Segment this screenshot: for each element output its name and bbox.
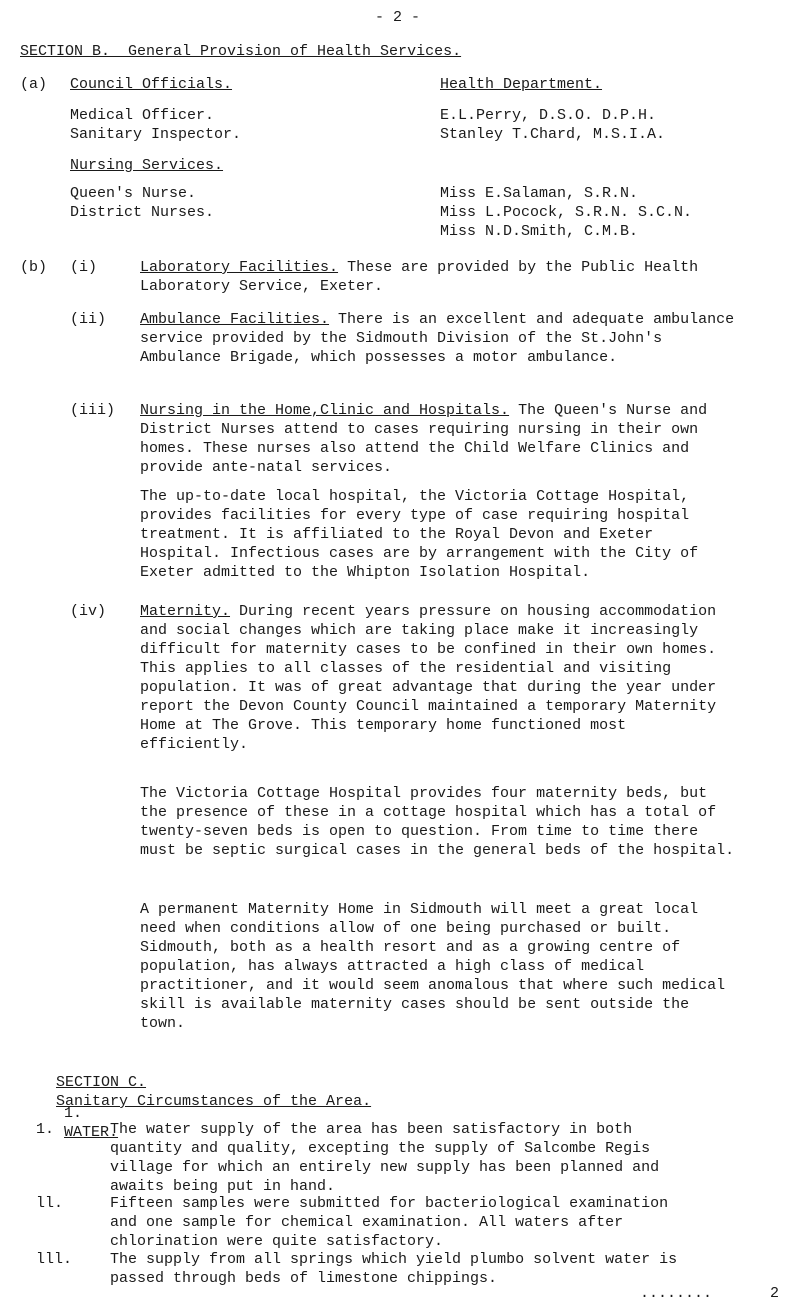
item-ambulance: [140, 310, 740, 367]
health-department-heading: Health Department.: [440, 76, 603, 93]
official-name: E.L.Perry, D.S.O. D.P.H.: [440, 107, 657, 124]
official-role: Sanitary Inspector.: [70, 126, 242, 143]
nurse-role: Queen's Nurse.: [70, 185, 197, 202]
water-title: WATER.: [64, 1124, 119, 1141]
item-number: (iii): [70, 402, 116, 419]
item-number: (iv): [70, 603, 107, 620]
marker-a: (a): [20, 76, 48, 93]
council-officials-heading: Council Officials.: [70, 76, 233, 93]
official-role: Medical Officer.: [70, 107, 215, 124]
official-name: Stanley T.Chard, M.S.I.A.: [440, 126, 666, 143]
water-item-number: 1.: [36, 1121, 55, 1138]
item-maternity: [140, 602, 740, 754]
page-number-top: - 2 -: [375, 9, 421, 26]
hospital-paragraph: The up-to-date local hospital, the Victoria Cottage Hospital, provides facilities for every type of case requiring hospital treatment. It is affiliated to the Royal Devon and Exeter Hospital. Infectious cases are by arrangement with the City of Exeter admitted to the Whipton Isolation Hospital.: [140, 488, 699, 581]
water-item-text: Fifteen samples were submitted for bacteriological examination and one sample for chemical examination. All waters after chlorination were quite satisfactory.: [110, 1195, 669, 1250]
section-c-label: SECTION C.: [56, 1074, 147, 1091]
item-title: Laboratory Facilities.: [140, 259, 339, 276]
item-text: During recent years pressure on housing accommodation and social changes which are taking place make it increasingly difficult for maternity cases to be confined in their own homes. This applies to all classes of the residential and visiting population. It was of great advantage that during the year under report the Devon County Council maintained a temporary Maternity Home at The Grove. This temporary home functioned most efficiently.: [140, 603, 717, 753]
item-laboratory: [140, 258, 740, 296]
nurse-name: Miss E.Salaman, S.R.N.: [440, 185, 639, 202]
item-text: The Queen's Nurse and District Nurses attend to cases requiring nursing in their own homes. These nurses also attend the Child Welfare Clinics and provide ante-natal services.: [140, 402, 708, 476]
item-nursing: [140, 401, 740, 477]
nurse-name: Miss L.Pocock, S.R.N. S.C.N.: [440, 204, 693, 221]
water-number: 1.: [64, 1105, 83, 1122]
section-b-heading: SECTION B. General Provision of Health Services.: [20, 43, 462, 60]
item-title: Maternity.: [140, 603, 231, 620]
maternity-beds-paragraph: The Victoria Cottage Hospital provides four maternity beds, but the presence of these in a cottage hospital which has a total of twenty-seven beds is open to question. From time to time there must be septic surgical cases in the general beds of the hospital.: [140, 785, 735, 859]
section-c-title: Sanitary Circumstances of the Area.: [56, 1093, 372, 1110]
nurse-name: Miss N.D.Smith, C.M.B.: [440, 223, 639, 240]
water-item-number: lll.: [36, 1251, 73, 1268]
marker-b: (b): [20, 259, 48, 276]
item-title: Nursing in the Home,Clinic and Hospitals.: [140, 402, 510, 419]
nurse-role: District Nurses.: [70, 204, 215, 221]
item-number: (ii): [70, 311, 107, 328]
footer-page-number: 2: [770, 1285, 780, 1302]
item-text: There is an excellent and adequate ambulance service provided by the Sidmouth Division of the St.John's Ambulance Brigade, which possesses a motor ambulance.: [140, 311, 735, 366]
item-title: Ambulance Facilities.: [140, 311, 330, 328]
nursing-services-heading: Nursing Services.: [70, 157, 224, 174]
item-number: (i): [70, 259, 98, 276]
water-item-number: ll.: [36, 1195, 64, 1212]
maternity-home-paragraph: A permanent Maternity Home in Sidmouth will meet a great local need when conditions allow of one being purchased or built. Sidmouth, both as a health resort and as a growing centre of population, has always attracted a high class of medical practitioner, and it would seem anomalous that where such medical skill is available maternity cases should be sent outside the town.: [140, 901, 726, 1032]
footer-dots: ........: [640, 1285, 713, 1302]
water-item-text: The supply from all springs which yield plumbo solvent water is passed through beds of limestone chippings.: [110, 1251, 678, 1287]
item-text: These are provided by the Public Health Laboratory Service, Exeter.: [140, 259, 699, 295]
water-item-text: The water supply of the area has been satisfactory in both quantity and quality, excepting the supply of Salcombe Regis village for which an entirely new supply has been planned and awaits being put in hand.: [110, 1121, 660, 1195]
